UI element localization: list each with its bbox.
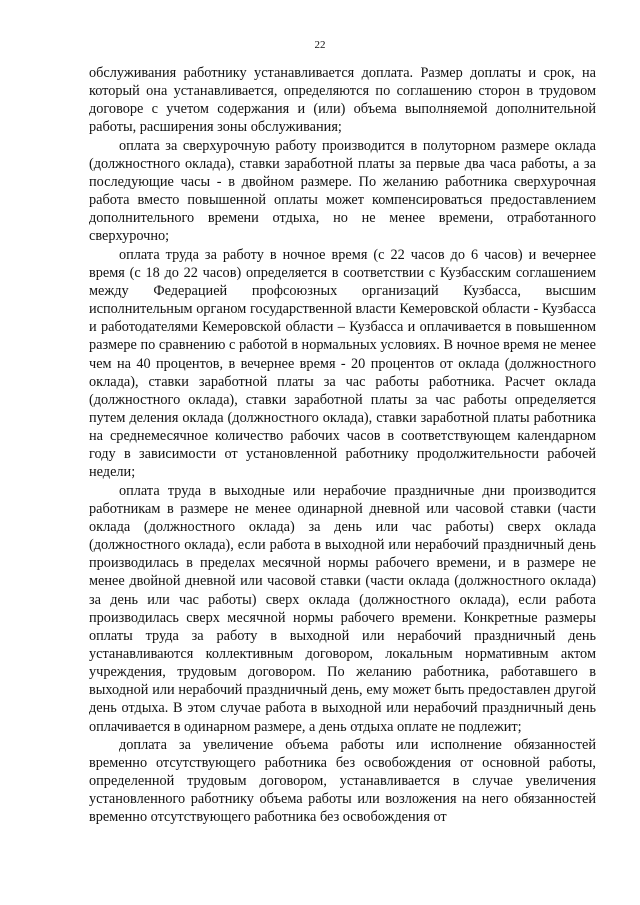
paragraph-holiday-pay: оплата труда в выходные или нерабочие праздничные дни производится работникам в размере не менее одинарной дневной или часовой ставки (части оклада (должностного оклада) за день или час работы) сверх оклада (должностного оклада), если работа в выходной или нерабочий праздничный день производилась в пределах месячной нормы рабочего времени, и в размере не менее двойной дневной или часовой ставки (части оклада (должностного оклада) за день или час работы) сверх оклада (должностного оклада), если работа производилась сверх месячной нормы рабочего времени. Конкретные размеры оплаты труда за работу в выходной или нерабочий праздничный день устанавливаются коллективным договором, локальным нормативным актом учреждения, трудовым договором. По желанию работника, работавшего в выходной или нерабочий праздничный день, ему может быть предоставлен другой день отдыха. В этом случае работа в выходной или нерабочий праздничный день оплачивается в одинарном размере, а день отдыха оплате не подлежит; [89,482,596,735]
document-body [89,64,596,827]
paragraph-overtime-pay: оплата за сверхурочную работу производится в полуторном размере оклада (должностного оклада), ставки заработной платы за первые два часа работы, а за последующие часы - в двойном размере. По желанию работника сверхурочная работа вместо повышенной оплаты может компенсироваться предоставлением дополнительного времени отдыха, но не менее времени, отработанного сверхурочно; [89,137,596,245]
paragraph-night-evening-pay: оплата труда за работу в ночное время (с 22 часов до 6 часов) и вечернее время (с 18 до 22 часов) определяется в соответствии с Кузбасским соглашением между Федерацией профсоюзных организаций Кузбасса, высшим исполнительным органом государственной власти Кемеровской области - Кузбасса и работодателями Кемеровской области – Кузбасса и оплачивается в повышенном размере по сравнению с работой в нормальных условиях. В ночное время не менее чем на 40 процентов, в вечернее время - 20 процентов от оклада (должностного оклада), ставки заработной платы за час работы работника. Расчет оклада (должностного оклада), ставки заработной платы за час работы определяется путем деления оклада (должностного оклада), ставки заработной платы работника на среднемесячное количество рабочих часов в соответствующем календарном году в зависимости от установленной работнику продолжительности рабочей недели; [89,246,596,481]
page-number: 22 [314,39,326,51]
paragraph-additional-duties-pay: доплата за увеличение объема работы или исполнение обязанностей временно отсутствующего работника без освобождения от основной работы, определенной трудовым договором, устанавливается в случае увеличения установленного работнику объема работы или возложения на него обязанностей временно отсутствующего работника без освобождения от [89,736,596,826]
paragraph-continuation: обслуживания работнику устанавливается доплата. Размер доплаты и срок, на который она устанавливается, определяются по соглашению сторон в трудовом договоре с учетом содержания и (или) объема выполняемой дополнительной работы, расширения зоны обслуживания; [89,65,596,136]
